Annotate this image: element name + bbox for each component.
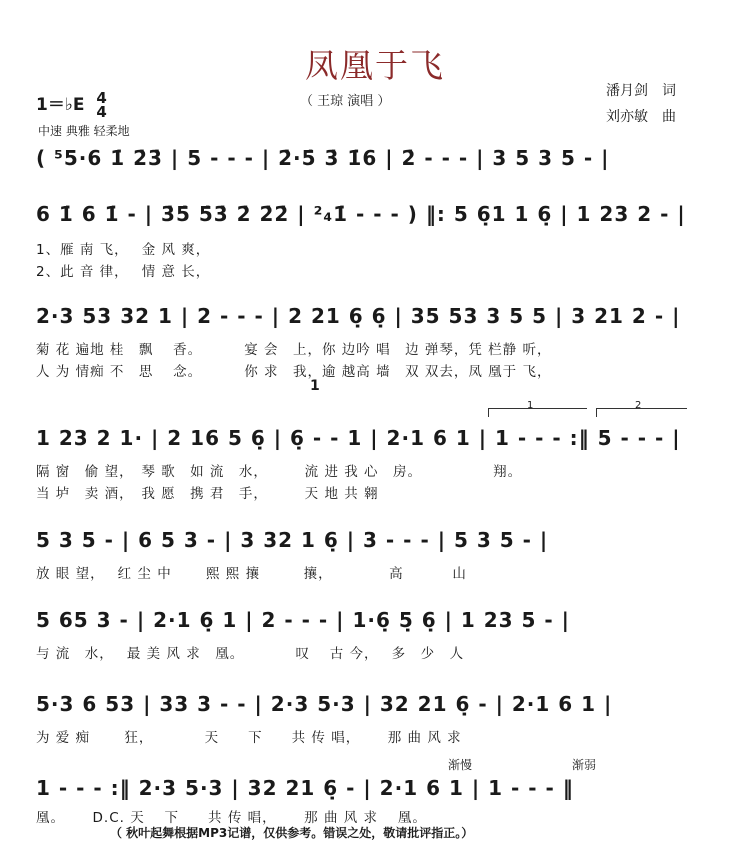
time-signature <box>96 91 106 119</box>
second-ending-bracket <box>596 400 687 417</box>
first-ending-label: 1 <box>527 400 534 411</box>
tempo-marking: 中速 典雅 轻柔地 <box>38 124 130 138</box>
key-signature <box>36 90 107 119</box>
lyric-line-4-verse-2: 当 垆 卖 酒， 我 愿 携 君 手， 天 地 共 翱 <box>36 486 379 502</box>
lyric-line-8: 凰。 D.C. 天 下 共 传 唱， 那 曲 风 求 凰。 <box>36 810 427 826</box>
staff-line-6: 5 65 3 - | 2·1 6̣ 1 | 2 - - - | 1·6̣ 5̣ 6̣ | 1 23 5 - | <box>36 608 570 632</box>
staff-line-4: 1 23 2 1· | 2 16 5 6̣ | 6̣ - - 1 | 2·1 6 1 | 1 - - - :‖ 5 - - - | <box>36 426 681 450</box>
staff-line-7: 5·3 6 53 | 33 3 - - | 2·3 5·3 | 32 21 6̣ - | 2·1 6 1 | <box>36 692 613 716</box>
staff-line-8: 1 - - - :‖ 2·3 5·3 | 32 21 6̣ - | 2·1 6 1 | 1 - - - ‖ <box>36 776 574 800</box>
lyric-line-6: 与 流 水， 最 美 风 求 凰。 叹 古 今， 多 少 人 <box>36 646 465 662</box>
section-marker: 1 <box>310 378 320 394</box>
performer-subtitle: （ 王琼 演唱 ） <box>300 94 391 109</box>
staff-line-2: 6 1̇ 6 1̇ - | 3̇5̇ 5̇3̇ 2̇ 2̇2̇ | ²₄1̇ - - - ) ‖: 5 6̣1 1 6̣ | 1 23 2 - | <box>36 202 686 226</box>
lyric-line-2-verse-2: 2、此 音 律， 情 意 长， <box>36 264 211 280</box>
lyric-line-5: 放 眼 望， 红 尘 中 熙 熙 攘 攘， 高 山 <box>36 566 467 582</box>
transcription-note: （ 秋叶起舞根据MP3记谱，仅供参考。错误之处，敬请批评指正。） <box>110 826 474 840</box>
lyric-line-3-verse-2: 人 为 情痴 不 思 念。 你 求 我，逾 越高 墙 双 双去，凤 凰于 飞， <box>36 364 552 380</box>
staff-line-3: 2·3 53 32 1 | 2 - - - | 2 21 6̣ 6̣ | 35 53 3 5 5 | 3 21 2 - | <box>36 304 681 328</box>
key-text: 1＝♭E <box>36 95 85 115</box>
lyric-line-7: 为 爱 痴 狂， 天 下 共 传 唱， 那 曲 风 求 <box>36 730 462 746</box>
staff-line-1: ( ⁵5·6 1̇ 2̇3̇ | 5 - - - | 2̇·5̇ 3̇ 1̇6 | 2̇ - - - | 3 5 3 5 - | <box>36 146 610 170</box>
song-title: 凤凰于飞 <box>305 46 445 85</box>
diminuendo-marking: 渐弱 <box>572 758 597 772</box>
lyricist-credit: 潘月剑 词 <box>606 83 676 99</box>
time-signature-bottom: 4 <box>96 103 107 121</box>
lyric-line-2-verse-1: 1、雁 南 飞， 金 风 爽， <box>36 242 211 258</box>
composer-credit: 刘亦敏 曲 <box>606 109 676 125</box>
staff-line-5: 5 3 5 - | 6 5 3 - | 3 32 1 6̣ | 3 - - - | 5 3 5 - | <box>36 528 549 552</box>
lyric-line-4-verse-1: 隔 窗 偷 望， 琴 歌 如 流 水， 流 进 我 心 房。 翔。 <box>36 464 523 480</box>
first-ending-bracket <box>488 400 587 417</box>
time-signature-top: 4 <box>96 89 107 107</box>
lyric-line-3-verse-1: 菊 花 遍地 桂 飘 香。 宴 会 上，你 边吟 唱 边 弹琴，凭 栏静 听， <box>36 342 552 358</box>
ritardando-marking: 渐慢 <box>448 758 473 772</box>
second-ending-label: 2 <box>635 400 642 411</box>
